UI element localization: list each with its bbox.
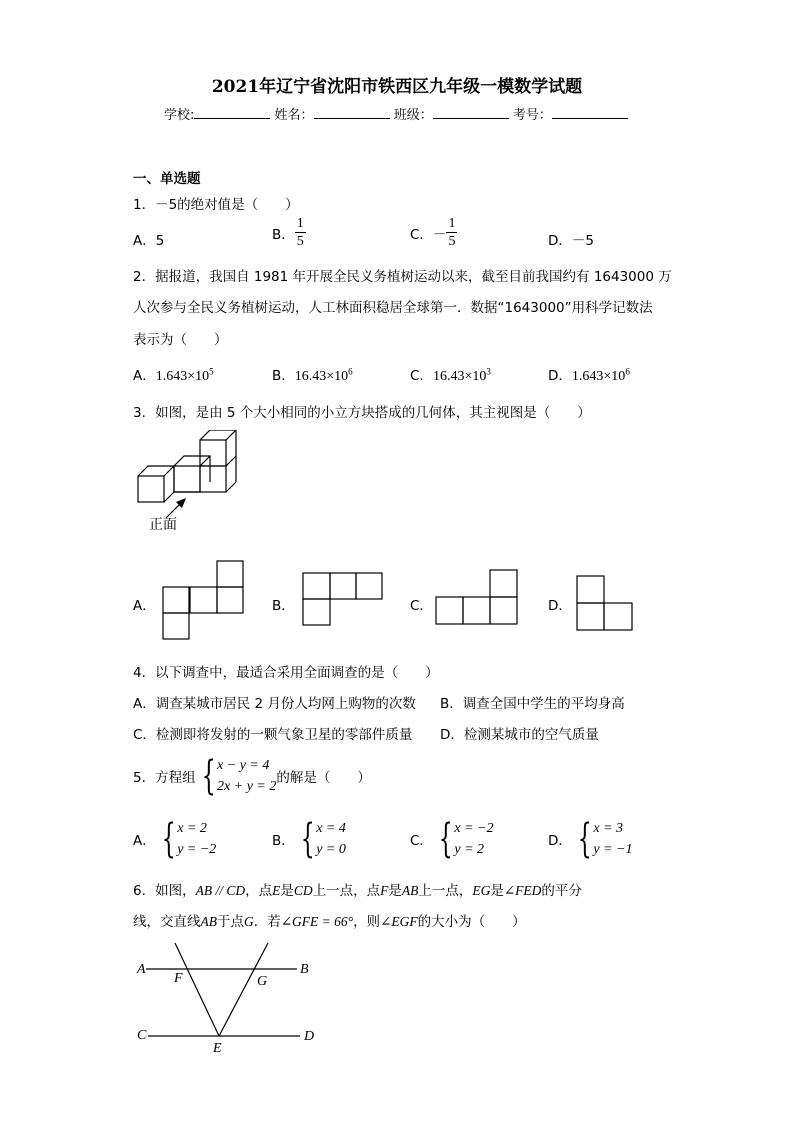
point-label-d: D bbox=[304, 1029, 315, 1044]
q1-option-d[interactable]: D．－5 bbox=[548, 233, 594, 249]
brace-icon: { bbox=[300, 816, 315, 862]
q2-line2: 人次参与全民义务植树运动，人工林面积稳居全球第一．数据“1643000”用科学记数法 bbox=[133, 300, 653, 316]
q4-option-c[interactable]: C．检测即将发射的一颗气象卫星的零部件质量 bbox=[133, 727, 413, 743]
brace-icon: { bbox=[161, 816, 176, 862]
q2-option-d[interactable]: D．$1.643\times 10^6$ bbox=[548, 366, 630, 384]
q2-option-a[interactable]: A．$1.643\times 10^5$ bbox=[133, 366, 214, 384]
q3-option-a-label[interactable]: A． bbox=[133, 598, 156, 614]
point-label-c: C bbox=[137, 1028, 147, 1043]
class-label: 班级： bbox=[393, 108, 433, 123]
q4-option-d[interactable]: D．检测某城市的空气质量 bbox=[440, 727, 599, 743]
q6-line2: 线，交直线AB于点G．若∠GFE = 66°，则∠EGF的大小为（ ） bbox=[133, 914, 526, 930]
q2-line3: 表示为（ ） bbox=[133, 332, 228, 348]
q2-option-b[interactable]: B．$16.43\times 10^6$ bbox=[272, 366, 353, 384]
q5-stem: 5．方程组 { x − y = 4 2x + y = 2 的解是（ ） bbox=[133, 753, 371, 799]
q5-option-a[interactable]: A． { x = 2 y = −2 bbox=[133, 816, 217, 862]
q3-option-d-label[interactable]: D． bbox=[548, 598, 572, 614]
q5-option-d[interactable]: D． { x = 3 y = −1 bbox=[548, 816, 633, 862]
exam-no-blank[interactable] bbox=[552, 106, 628, 119]
name-label: 姓名： bbox=[274, 108, 314, 123]
point-label-f: F bbox=[174, 971, 183, 986]
page-title: 2021年辽宁省沈阳市铁西区九年级一模数学试题 bbox=[211, 77, 583, 97]
class-blank[interactable] bbox=[433, 106, 509, 119]
q6-geometry-figure bbox=[130, 940, 330, 1060]
brace-icon: { bbox=[577, 816, 592, 862]
front-label: 正面 bbox=[149, 517, 177, 533]
line-eg bbox=[219, 943, 268, 1036]
q2-option-c[interactable]: C．$16.43\times 10^3$ bbox=[410, 366, 491, 384]
line-ef bbox=[175, 943, 219, 1036]
q3-option-c-figure[interactable] bbox=[434, 569, 520, 627]
fraction: $\frac{1}{5}$ bbox=[296, 216, 304, 249]
q1-option-c[interactable]: C．－ $\frac{1}{5}$ bbox=[410, 216, 456, 249]
school-label: 学校: bbox=[164, 108, 195, 123]
equation-system: { x − y = 4 2x + y = 2 bbox=[201, 753, 277, 799]
point-label-e: E bbox=[213, 1041, 222, 1056]
q3-stem: 3．如图，是由 5 个大小相同的小立方块搭成的几何体，其主视图是（ ） bbox=[133, 405, 591, 421]
point-label-b: B bbox=[300, 962, 309, 977]
q3-option-b-label[interactable]: B． bbox=[272, 598, 295, 614]
fraction: $\frac{1}{5}$ bbox=[448, 216, 456, 249]
point-label-a: A bbox=[137, 962, 146, 977]
q6-line1: 6．如图，AB // CD，点E是CD上一点，点F是AB上一点，EG是∠FED的平分 bbox=[133, 883, 582, 899]
q3-option-b-figure[interactable] bbox=[301, 572, 385, 628]
q1-option-b[interactable]: B． $\frac{1}{5}$ bbox=[272, 216, 304, 249]
point-label-g: G bbox=[257, 974, 268, 989]
q4-option-a[interactable]: A．调查某城市居民 2 月份人均网上购物的次数 bbox=[133, 696, 416, 712]
school-blank[interactable] bbox=[194, 106, 270, 119]
q5-option-b[interactable]: B． { x = 4 y = 0 bbox=[272, 816, 346, 862]
q3-option-a-figure[interactable] bbox=[160, 560, 246, 642]
q1-option-a[interactable]: A．5 bbox=[133, 233, 165, 249]
q4-stem: 4．以下调查中，最适合采用全面调查的是（ ） bbox=[133, 665, 439, 681]
q3-option-d-figure[interactable] bbox=[575, 574, 635, 632]
name-blank[interactable] bbox=[314, 106, 390, 119]
q3-solid-figure bbox=[130, 430, 250, 540]
section-heading: 一、单选题 bbox=[133, 171, 201, 187]
q5-option-c[interactable]: C． { x = −2 y = 2 bbox=[410, 816, 494, 862]
q1-stem: 1．－5的绝对值是（ ） bbox=[133, 197, 299, 213]
student-info-line bbox=[164, 104, 628, 123]
brace-icon: { bbox=[201, 753, 216, 799]
exam-no-label: 考号： bbox=[512, 108, 552, 123]
q2-line1: 2．据报道，我国自 1981 年开展全民义务植树运动以来，截至目前我国约有 1643000 万 bbox=[133, 269, 672, 285]
q3-option-c-label[interactable]: C． bbox=[410, 598, 433, 614]
brace-icon: { bbox=[438, 816, 453, 862]
q4-option-b[interactable]: B．调查全国中学生的平均身高 bbox=[440, 696, 625, 712]
